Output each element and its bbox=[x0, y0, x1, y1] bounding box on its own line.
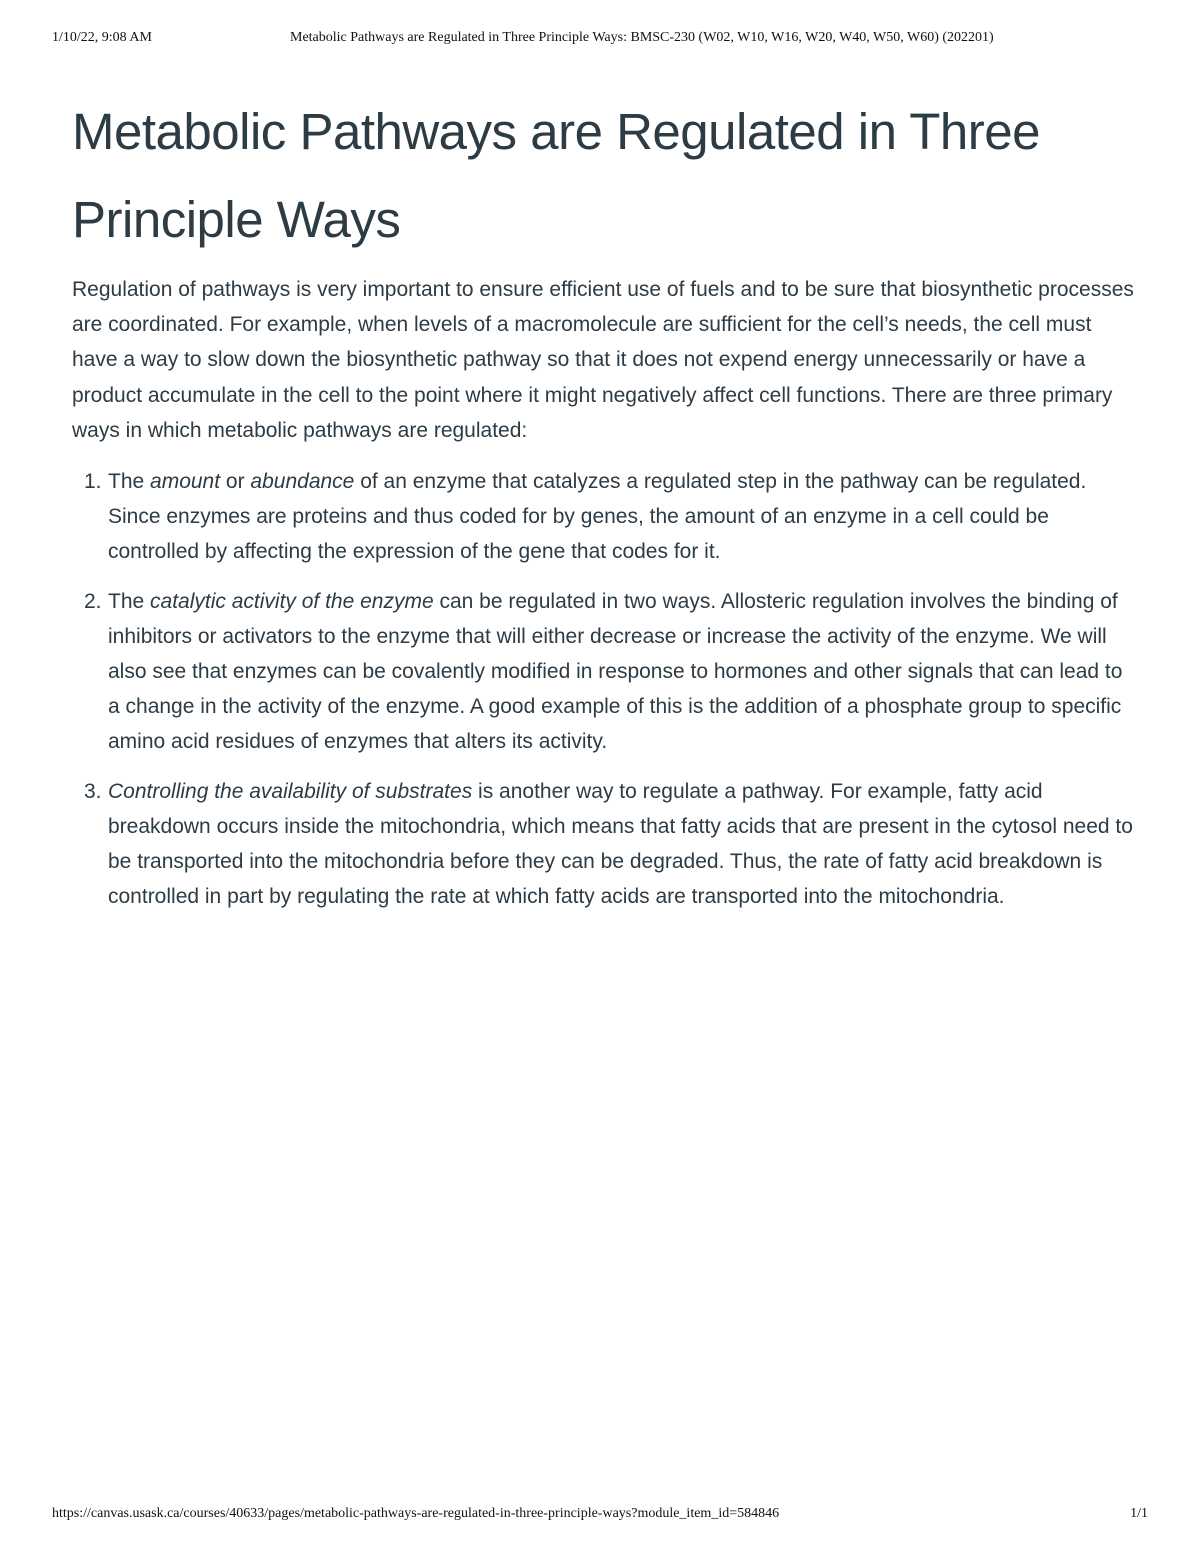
print-footer bbox=[52, 1506, 1148, 1526]
list-item-emphasis: amount bbox=[150, 470, 221, 494]
print-header bbox=[52, 30, 1148, 50]
regulation-list bbox=[72, 464, 1136, 914]
list-item-emphasis: abundance bbox=[250, 470, 355, 494]
list-item-number: 1. bbox=[84, 470, 102, 494]
list-item-text: or bbox=[220, 470, 251, 494]
list-item-number: 2. bbox=[84, 589, 102, 613]
print-document-title: Metabolic Pathways are Regulated in Three Principle Ways: BMSC-230 (W02, W10, W16, W20, W40, W50, W60) (202201) bbox=[290, 30, 994, 45]
print-date-time: 1/10/22, 9:08 AM bbox=[52, 30, 152, 45]
page-number: 1/1 bbox=[1130, 1506, 1148, 1521]
page-content bbox=[72, 88, 1136, 928]
list-item-text: The bbox=[108, 589, 151, 613]
list-item bbox=[72, 774, 1136, 915]
list-item bbox=[72, 464, 1136, 570]
list-item-emphasis: Controlling the availability of substrates bbox=[108, 779, 473, 803]
list-item-text: of an enzyme that catalyzes a regulated step in the pathway can be regulated. Since enzymes are proteins and thus coded for by genes, the amount of an enzyme in a cell could be controlled by affecting the expression of the gene that codes for it. bbox=[108, 470, 1087, 564]
page-url: https://canvas.usask.ca/courses/40633/pages/metabolic-pathways-are-regulated-in-three-principle-ways?module_item_id=584846 bbox=[52, 1506, 780, 1521]
page-title: Metabolic Pathways are Regulated in Three Principle Ways bbox=[72, 103, 1040, 248]
list-item-text: The bbox=[108, 470, 151, 494]
intro-paragraph: Regulation of pathways is very important to ensure efficient use of fuels and to be sure that biosynthetic processes are coordinated. For example, when levels of a macromolecule are sufficient for the cell’s needs, the cell must have a way to slow down the biosynthetic pathway so that it does not expend energy unnecessarily or have a product accumulate in the cell to the point where it might negatively affect cell functions. There are three primary ways in which metabolic pathways are regulated: bbox=[72, 278, 1134, 442]
list-item-number: 3. bbox=[84, 779, 102, 803]
list-item-text: is another way to regulate a pathway. For example, fatty acid breakdown occurs inside the mitochondria, which means that fatty acids that are present in the cytosol need to be transported into the mitochondria before they can be degraded. Thus, the rate of fatty acid breakdown is controlled in part by regulating the rate at which fatty acids are transported into the mitochondria. bbox=[108, 779, 1133, 909]
list-item-text: can be regulated in two ways. Allosteric regulation involves the binding of inhibitors or activators to the enzyme that will either decrease or increase the activity of the enzyme. We will also see that enzymes can be covalently modified in response to hormones and other signals that can lead to a change in the activity of the enzyme. A good example of this is the addition of a phosphate group to specific amino acid residues of enzymes that alters its activity. bbox=[108, 589, 1123, 754]
list-item bbox=[72, 584, 1136, 760]
list-item-emphasis: catalytic activity of the enzyme bbox=[150, 589, 434, 613]
